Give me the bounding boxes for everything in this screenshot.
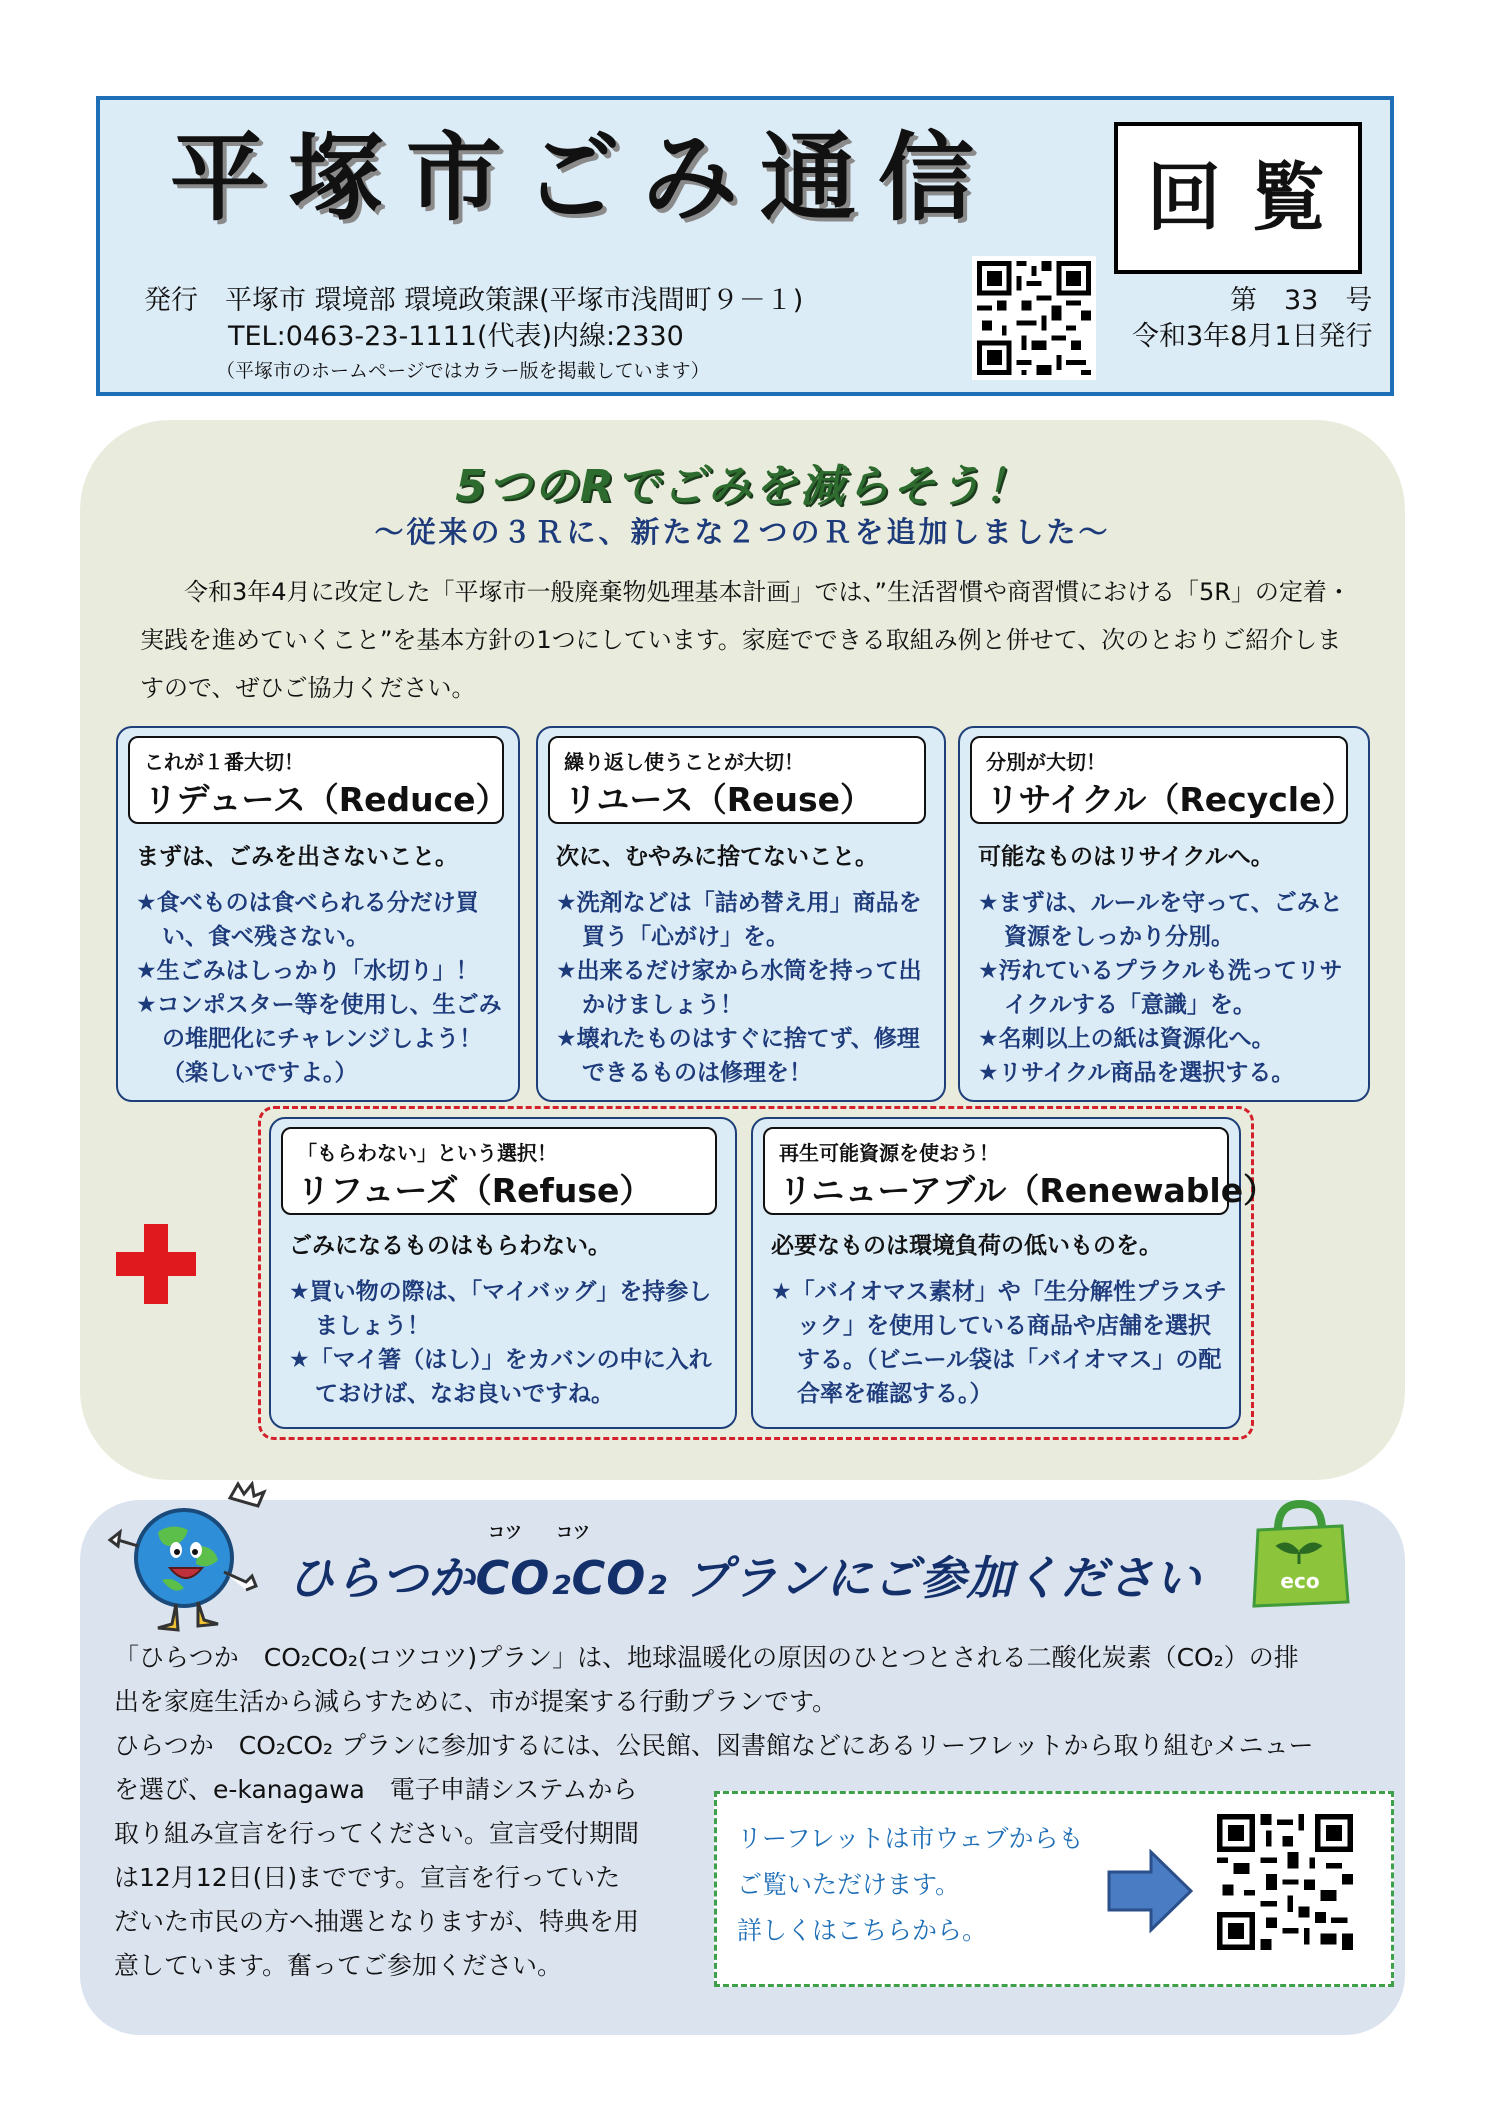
publisher-text: 発行 平塚市 環境部 環境政策課(平塚市浅間町９－１): [144, 285, 804, 316]
issue-number: 第 33 号: [1230, 285, 1373, 316]
qr-code-icon[interactable]: [1217, 1814, 1353, 1950]
co2-ruby: コツ コツ: [488, 1523, 590, 1543]
recycle-lead: 可能なものはリサイクルへ。: [978, 844, 1274, 870]
co2-line-6: は12月12日(日)までです。宣言を行っていた: [114, 1863, 621, 1892]
renewable-card: [751, 1117, 1277, 1429]
plus-icon-bar: [116, 1252, 196, 1276]
refuse-card-header: [281, 1127, 717, 1215]
renewable-card-header: [763, 1127, 1277, 1215]
reduce-tag: これが１番大切！: [144, 750, 304, 774]
renewable-tag: 再生可能資源を使おう！: [779, 1141, 999, 1165]
globe-mascot-icon: [98, 1476, 278, 1636]
five-r-section: [80, 420, 1405, 1480]
leaflet-line: ご覧いただけます。: [737, 1870, 961, 1899]
renewable-name: リニューアブル（Renewable）: [779, 1171, 1277, 1210]
five-r-intro: 令和3年4月に改定した「平塚市一般廃棄物処理基本計画」では、”生活習慣や商習慣における「5R」の定着・実践を進めていくこと”を基本方針の1つにしています。家庭でできる取組み例と併せて、次のとおりご紹介しますので、ぜひご協力ください。: [140, 578, 1351, 702]
leaflet-line: 詳しくはこちらから。: [737, 1916, 988, 1945]
reuse-items: [556, 886, 936, 1090]
list-item: ★壊れたものはすぐに捨てず、修理できるものは修理を！: [556, 1026, 920, 1086]
co2-line-7: だいた市民の方へ抽選となりますが、特典を用: [114, 1907, 640, 1936]
kairan-stamp: 回覧: [1114, 122, 1362, 274]
recycle-tag: 分別が大切！: [986, 750, 1106, 774]
list-item: ★名刺以上の紙は資源化へ。: [978, 1026, 1275, 1052]
reuse-card: [536, 726, 946, 1102]
renewable-items: [771, 1275, 1231, 1411]
leaflet-line: リーフレットは市ウェブからも: [737, 1824, 1084, 1853]
leaflet-box: [714, 1791, 1394, 1987]
recycle-card-header: [970, 736, 1355, 824]
list-item: ★「マイ箸（はし）」をカバンの中に入れておけば、なお良いですね。: [289, 1347, 712, 1407]
list-item: ★食べものは食べられる分だけ買い、食べ残さない。: [136, 890, 479, 950]
reduce-lead: まずは、ごみを出さないこと。: [136, 844, 458, 870]
reuse-lead: 次に、むやみに捨てないこと。: [556, 844, 878, 870]
five-r-subheading: ～従来の３Ｒに、新たな２つのＲを追加しました～: [374, 515, 1111, 549]
list-item: ★出来るだけ家から水筒を持って出かけましょう！: [556, 958, 922, 1018]
co2-plan-title: ひらつかCO₂CO₂ プランにご参加ください: [288, 1551, 1202, 1605]
co2-line-4: を選び、e-kanagawa 電子申請システムから: [114, 1775, 638, 1804]
co2-line-2: 出を家庭生活から減らすために、市が提案する行動プランです。: [114, 1687, 838, 1716]
list-item: ★まずは、ルールを守って、ごみと資源をしっかり分別。: [978, 890, 1343, 950]
reuse-tag: 繰り返し使うことが大切！: [564, 750, 804, 774]
list-item: ★汚れているプラクルも洗ってリサイクルする「意識」を。: [978, 958, 1343, 1018]
tel-text: TEL:0463-23-1111(代表)内線:2330: [228, 321, 684, 352]
co2-line-5: 取り組み宣言を行ってください。宣言受付期間: [114, 1819, 640, 1848]
co2-line-3: ひらつか CO₂CO₂ プランに参加するには、公民館、図書館などにあるリーフレットから取り組むメニュー: [114, 1731, 1314, 1760]
reuse-name: リユース（Reuse）: [564, 780, 873, 819]
reduce-card-header: [128, 736, 509, 824]
refuse-name: リフューズ（Refuse）: [297, 1171, 653, 1210]
five-r-heading: 5つのRでごみを減らそう！: [455, 461, 1030, 512]
refuse-items: [289, 1275, 727, 1411]
issue-date: 令和3年8月1日発行: [1132, 321, 1373, 352]
arrow-right-icon: [1105, 1846, 1195, 1936]
recycle-card: [958, 726, 1370, 1102]
co2-plan-section: [80, 1500, 1405, 2035]
list-item: ★買い物の際は、「マイバッグ」を持参しましょう！: [289, 1279, 712, 1339]
list-item: ★「バイオマス素材」や「生分解性プラスチック」を使用している商品や店舗を選択する。（ビニール袋は「バイオマス」の配合率を確認する。）: [771, 1279, 1227, 1407]
reduce-card: [116, 726, 520, 1102]
reuse-card-header: [548, 736, 926, 824]
recycle-items: [978, 886, 1360, 1090]
renewable-lead: 必要なものは環境負荷の低いものを。: [771, 1233, 1162, 1259]
eco-bag-icon: [1248, 1496, 1352, 1612]
reduce-items: [136, 886, 510, 1090]
refuse-tag: 「もらわない」という選択！: [297, 1141, 557, 1165]
list-item: ★リサイクル商品を選択する。: [978, 1060, 1295, 1086]
newsletter-header: [96, 96, 1394, 396]
new-r-box: [258, 1106, 1277, 1440]
list-item: ★コンポスター等を使用し、生ごみの堆肥化にチャレンジしよう！（楽しいですよ。）: [136, 992, 502, 1086]
newsletter-title: 平塚市ごみ通信: [170, 122, 996, 234]
leaflet-text: [737, 1816, 1084, 1954]
list-item: ★洗剤などは「詰め替え用」商品を買う「心がけ」を。: [556, 890, 922, 950]
co2-line-1: 「ひらつか CO₂CO₂(コツコツ)プラン」は、地球温暖化の原因のひとつとされる二酸化炭素（CO₂）の排: [114, 1643, 1299, 1672]
color-note: （平塚市のホームページではカラー版を掲載しています）: [216, 360, 710, 382]
co2-line-8: 意しています。奮ってご参加ください。: [114, 1951, 563, 1980]
refuse-card: [269, 1117, 737, 1429]
refuse-lead: ごみになるものはもらわない。: [289, 1233, 611, 1259]
list-item: ★生ごみはしっかり「水切り」！: [136, 958, 479, 984]
eco-bag-label: eco: [1280, 1569, 1320, 1593]
reduce-name: リデュース（Reduce）: [144, 780, 509, 819]
recycle-name: リサイクル（Recycle）: [986, 780, 1355, 819]
qr-code-icon[interactable]: [972, 256, 1096, 380]
